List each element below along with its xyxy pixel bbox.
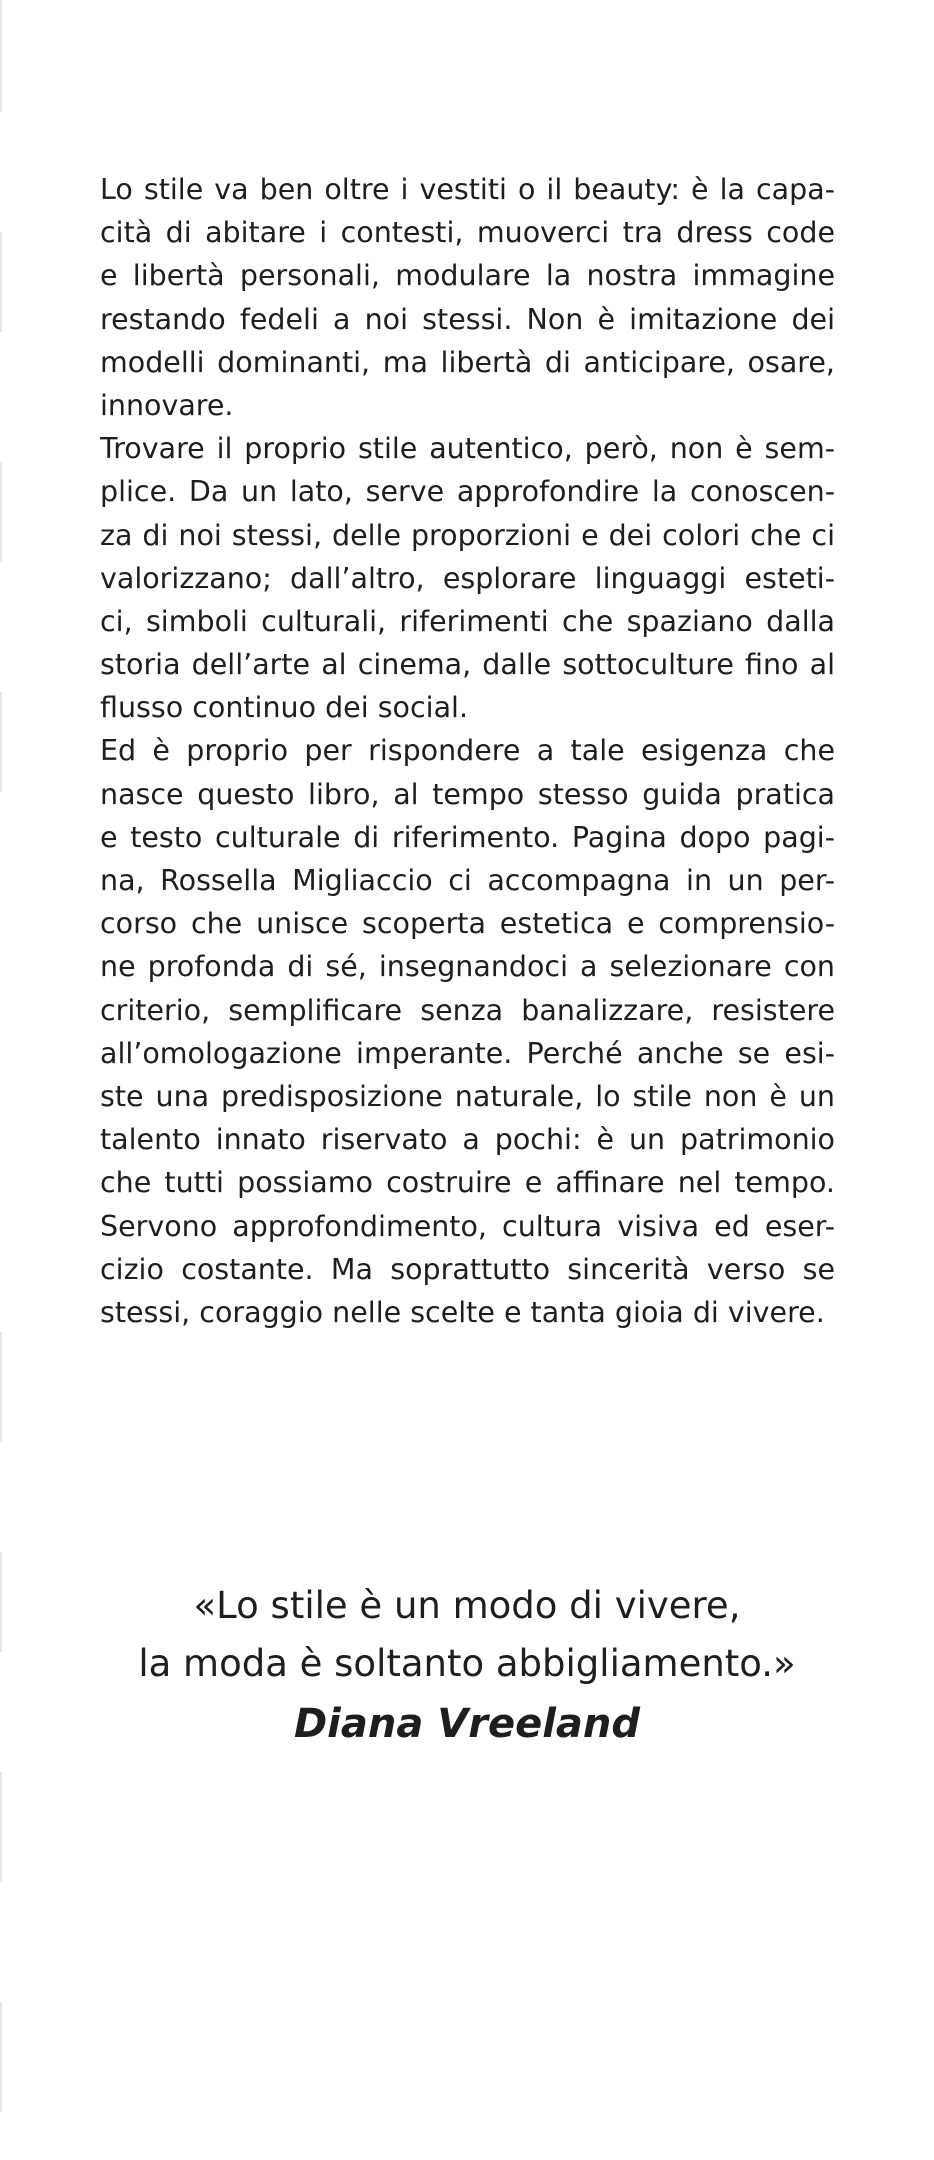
body-line: innovare. [100, 388, 234, 422]
body-text [100, 168, 835, 1334]
quote-line-1: «Lo stile è un modo di vivere, [193, 1584, 741, 1627]
edge-tick [0, 692, 2, 792]
body-line: valorizzano; dall’altro, esplorare linguaggi esteti- [100, 561, 835, 595]
body-line: cità di abitare i contesti, muoverci tra dress code [100, 216, 835, 250]
body-line: ste una predisposizione naturale, lo stile non è un [100, 1079, 835, 1113]
body-line: stessi, coraggio nelle scelte e tanta gioia di vivere. [100, 1295, 825, 1329]
edge-tick [0, 1332, 2, 1442]
edge-tick [0, 462, 2, 562]
edge-tick [0, 0, 2, 112]
quote-line-2: la moda è soltanto abbigliamento.» [138, 1642, 796, 1685]
quote-author: Diana Vreeland [293, 1701, 641, 1747]
edge-tick [0, 232, 2, 332]
body-line: storia dell’arte al cinema, dalle sottoculture fino al [100, 648, 835, 682]
body-line: ci, simboli culturali, riferimenti che spaziano dalla [100, 604, 835, 638]
body-line: Ed è proprio per rispondere a tale esigenza che [100, 734, 835, 768]
body-line: flusso continuo dei social. [100, 691, 469, 725]
edge-tick [0, 1772, 2, 1882]
body-line: e testo culturale di riferimento. Pagina dopo pagi- [100, 820, 835, 854]
body-line: che tutti possiamo costruire e affinare nel tempo. [100, 1166, 835, 1200]
body-line: Servono approfondimento, cultura visiva ed eser- [100, 1209, 835, 1243]
body-line: e libertà personali, modulare la nostra immagine [100, 259, 835, 293]
body-line: na, Rossella Migliaccio ci accompagna in un per- [100, 864, 835, 897]
body-line: nasce questo libro, al tempo stesso guida pratica [100, 777, 835, 811]
body-line: Trovare il proprio stile autentico, però, non è sem- [100, 432, 835, 466]
body-line: corso che unisce scoperta estetica e comprensio- [100, 907, 835, 941]
body-line: talento innato riservato a pochi: è un patrimonio [100, 1123, 835, 1157]
body-line: plice. Da un lato, serve approfondire la conoscen- [100, 475, 835, 509]
body-line: restando fedeli a noi stessi. Non è imitazione dei [100, 302, 835, 336]
body-line: za di noi stessi, delle proporzioni e dei colori che ci [100, 518, 835, 552]
edge-tick [0, 2002, 2, 2112]
body-line: Lo stile va ben oltre i vestiti o il beauty: è la capa- [100, 173, 835, 206]
body-line: all’omologazione imperante. Perché anche se esi- [100, 1036, 835, 1070]
body-line: modelli dominanti, ma libertà di anticipare, osare, [100, 345, 835, 379]
body-line: cizio costante. Ma soprattutto sincerità verso se [100, 1252, 835, 1286]
body-line: criterio, semplificare senza banalizzare, resistere [100, 993, 835, 1027]
quote [0, 1577, 934, 1755]
body-line: ne profonda di sé, insegnandoci a selezionare con [100, 950, 835, 984]
